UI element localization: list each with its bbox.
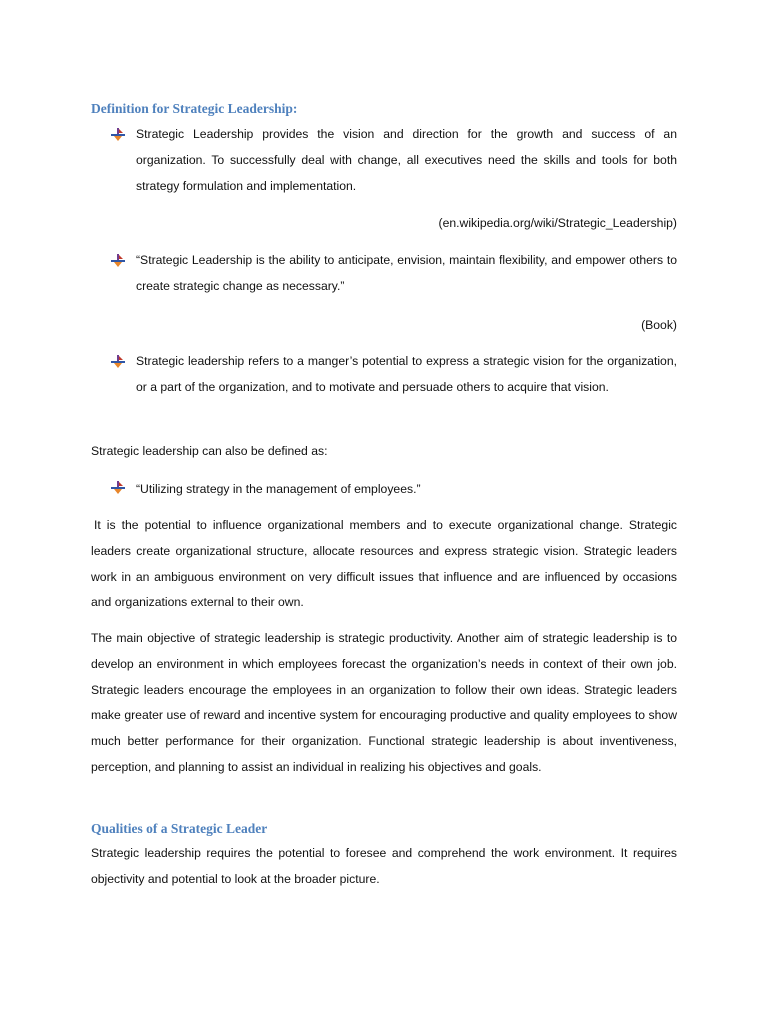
bullet-arrow-icon: [111, 355, 125, 369]
bullet-item-3: Strategic leadership refers to a manger’s potential to express a strategic vision for the organization, or a part of the organization, and to motivate and persuade others to acquire that vision.: [136, 354, 677, 394]
paragraph-main-objective: The main objective of strategic leadership is strategic productivity. Another aim of strategic leadership is to develop an environment in which employees forecast the organization’s needs in context of their own job. Strategic leaders encourage the employees in an organization to follow their own ideas. Strategic leaders make greater use of reward and incentive system for encouraging productive and quality employees to show much better performance for their organization. Functional strategic leadership is about inventiveness, perception, and planning to assist an individual in realizing his objectives and goals.: [91, 631, 677, 774]
also-defined-text: Strategic leadership can also be defined as:: [91, 444, 328, 458]
bullet-arrow-icon: [111, 481, 125, 495]
heading-definition: Definition for Strategic Leadership:: [91, 101, 298, 116]
heading-qualities: Qualities of a Strategic Leader: [91, 821, 268, 836]
citation-wikipedia: (en.wikipedia.org/wiki/Strategic_Leadership): [438, 216, 677, 230]
paragraph-qualities: Strategic leadership requires the potential to foresee and comprehend the work environment. It requires objectivity and potential to look at the broader picture.: [91, 846, 677, 886]
bullet-item-2: “Strategic Leadership is the ability to anticipate, envision, maintain flexibility, and empower others to create strategic change as necessary.”: [136, 253, 677, 293]
bullet-arrow-icon: [111, 128, 125, 142]
bullet-arrow-icon: [111, 254, 125, 268]
bullet-item-1: Strategic Leadership provides the vision and direction for the growth and success of an organization. To successfully deal with change, all executives need the skills and tools for both strategy formulation and implementation.: [136, 127, 677, 193]
bullet-item-4: “Utilizing strategy in the management of employees.”: [136, 482, 421, 496]
citation-book: (Book): [641, 318, 677, 332]
paragraph-potential: It is the potential to influence organizational members and to execute organizational change. Strategic leaders create organizational structure, allocate resources and express strategic vision. Strategic leaders work in an ambiguous environment on very difficult issues that influence and are influenced by occasions and organizations external to their own.: [91, 518, 677, 610]
